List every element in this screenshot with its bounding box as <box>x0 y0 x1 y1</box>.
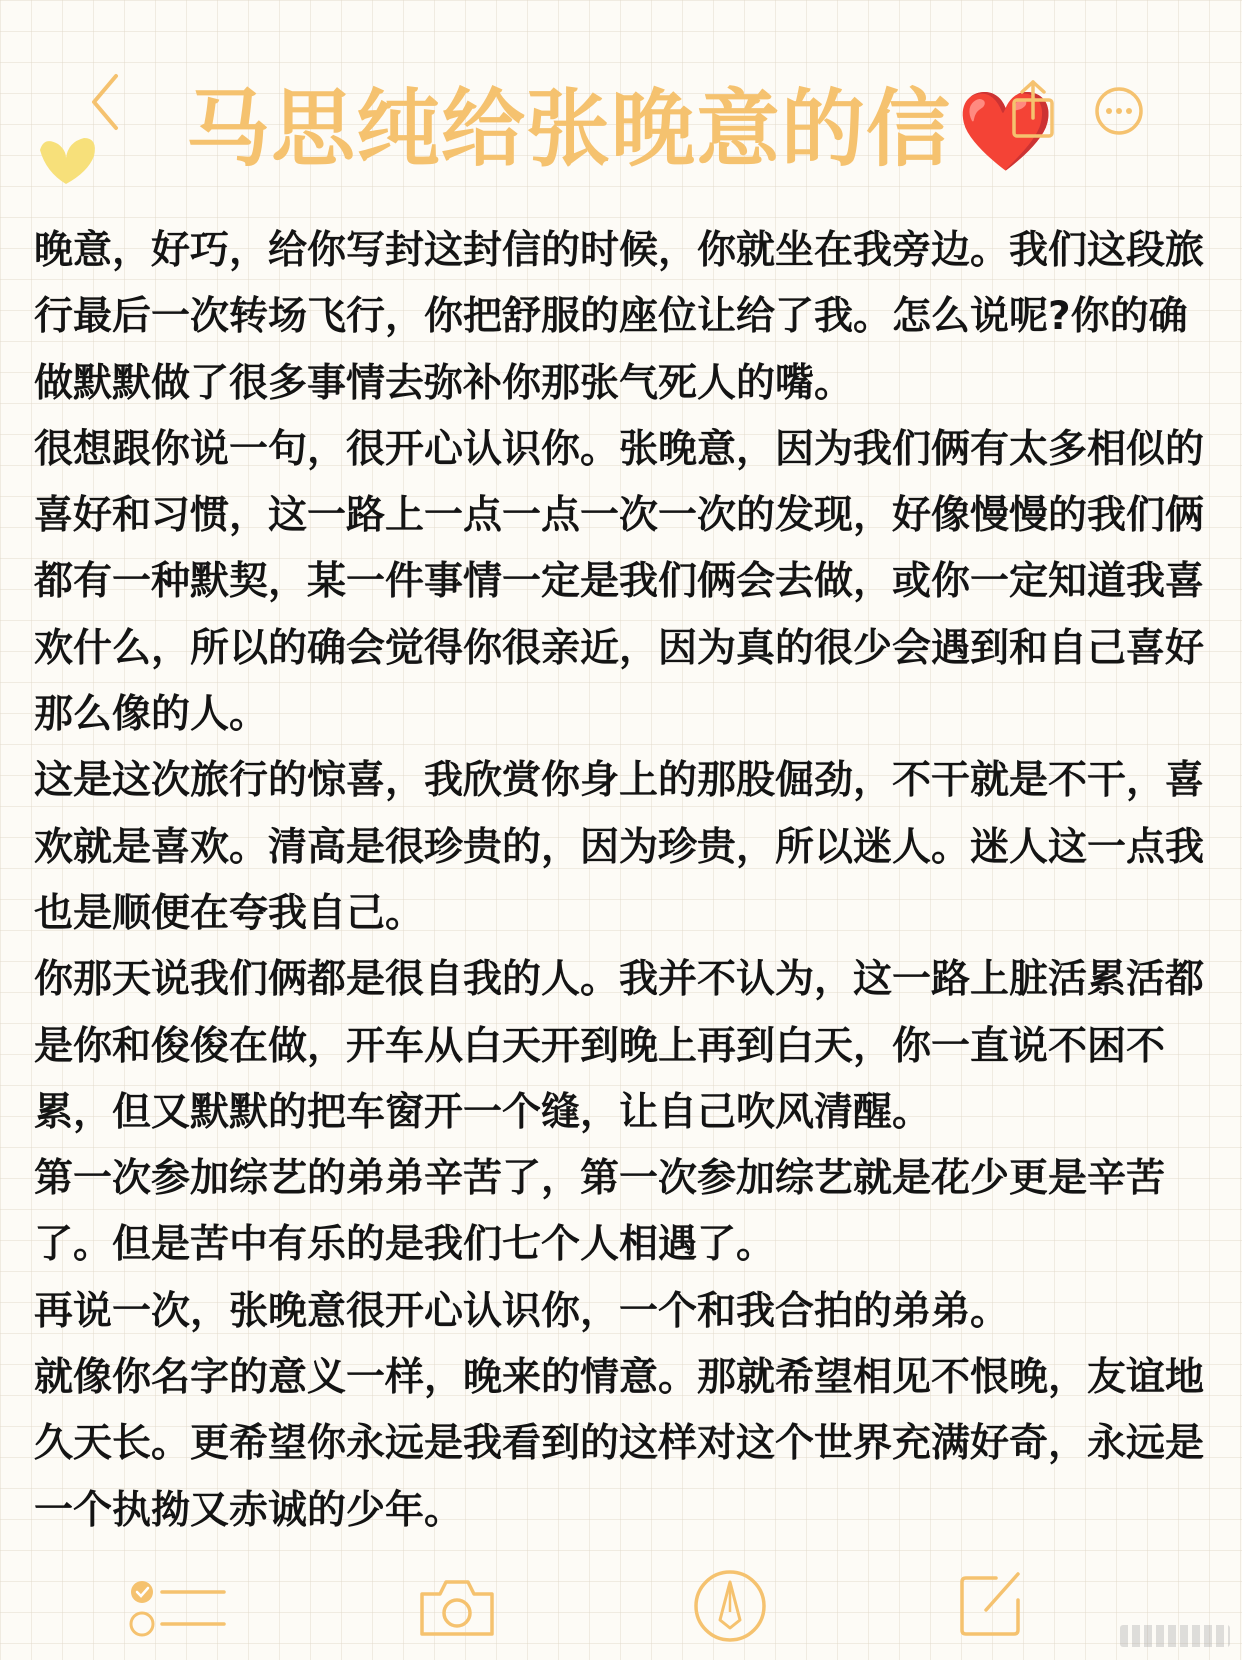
share-icon[interactable] <box>1010 78 1056 140</box>
letter-paragraph: 再说一次，张晚意很开心认识你，一个和我合拍的弟弟。 <box>34 1288 1010 1334</box>
letter-paragraph: 第一次参加综艺的弟弟辛苦了，第一次参加综艺就是花少更是辛苦了。但是苦中有乐的是我们七个人相遇了。 <box>34 1156 1166 1268</box>
title-text: 马思纯给张晚意的信 <box>186 80 952 178</box>
letter-paragraph: 晚意，好巧，给你写封这封信的时候，你就坐在我旁边。我们这段旅行最后一次转场飞行，你把舒服的座位让给了我。怎么说呢?你的确做默默做了很多事情去弥补你那张气死人的嘴。 <box>34 228 1205 406</box>
camera-icon[interactable] <box>416 1576 498 1640</box>
letter-paragraph: 很想跟你说一句，很开心认识你。张晚意，因为我们俩有太多相似的喜好和习惯，这一路上一点一点一次一次的发现，好像慢慢的我们俩都有一种默契，某一件事情一定是我们俩会去做，或你一定知道我喜欢什么，所以的确会觉得你很亲近，因为真的很少会遇到和自己喜好那么像的人。 <box>34 426 1205 738</box>
letter-paragraph: 这是这次旅行的惊喜，我欣赏你身上的那股倔劲，不干就是不干，喜欢就是喜欢。清高是很珍贵的，因为珍贵，所以迷人。迷人这一点我也是顺便在夸我自己。 <box>34 758 1205 936</box>
heart-doodle-icon <box>32 128 102 188</box>
note-header <box>0 0 1242 200</box>
pen-icon[interactable] <box>692 1568 768 1644</box>
letter-paragraph: 你那天说我们俩都是很自我的人。我并不认为，这一路上脏活累活都是你和俊俊在做，开车从白天开到晚上再到白天，你一直说不困不累，但又默默的把车窗开一个缝，让自己吹风清醒。 <box>34 957 1205 1135</box>
chevron-left-icon[interactable] <box>86 72 126 132</box>
watermark <box>1120 1625 1230 1647</box>
letter-paragraph: 就像你名字的意义一样，晚来的情意。那就希望相见不恨晚，友谊地久天长。更希望你永远是我看到的这样对这个世界充满好奇，永远是一个执拗又赤诚的少年。 <box>34 1355 1205 1533</box>
more-icon[interactable] <box>1094 86 1144 136</box>
page-title <box>186 74 1056 187</box>
bottom-toolbar <box>0 1550 1242 1660</box>
heart-emoji: ❤️ <box>957 87 1056 177</box>
compose-icon[interactable] <box>956 1570 1026 1640</box>
letter-body <box>34 218 1204 1544</box>
checklist-icon[interactable] <box>128 1578 228 1638</box>
